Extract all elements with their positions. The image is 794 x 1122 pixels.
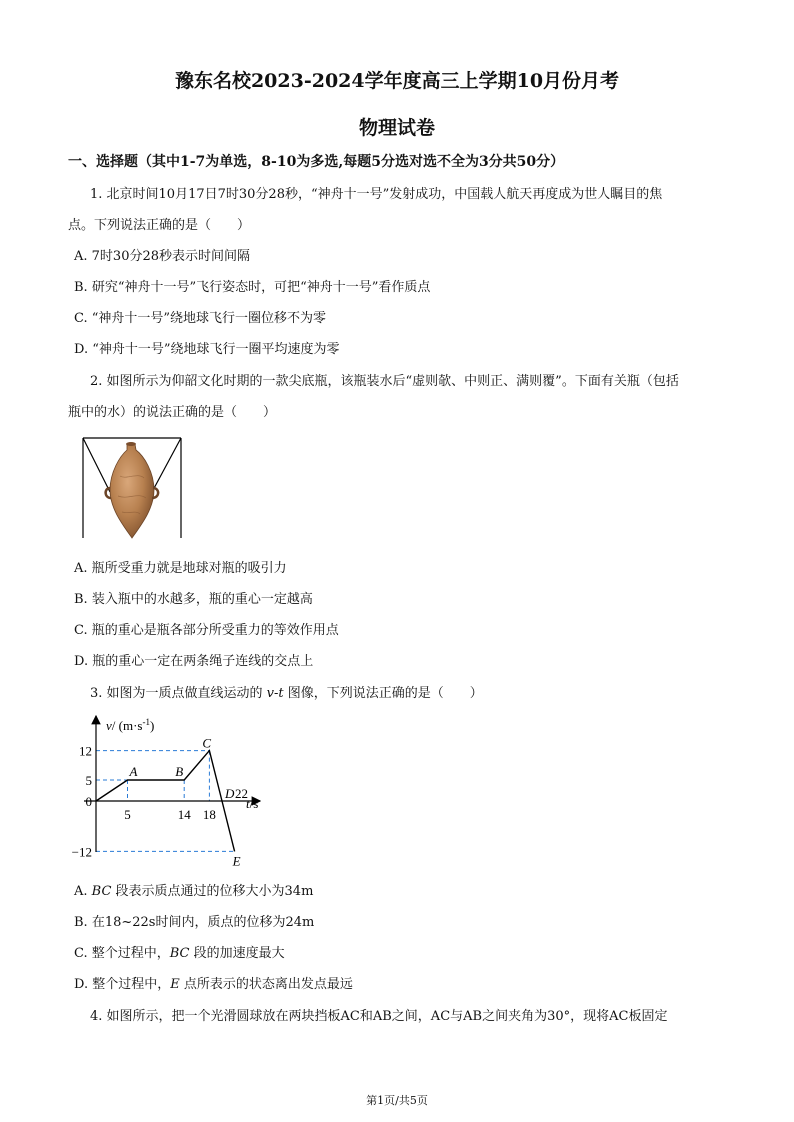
vase-body: [110, 444, 154, 538]
x-tick-label-22: 22: [235, 786, 248, 801]
x-axis-label: t/s: [246, 796, 259, 811]
point-label-a: A: [129, 764, 138, 779]
q2-option-a: A. 瓶所受重力就是地球对瓶的吸引力: [74, 561, 287, 576]
point-label-d: D: [225, 786, 235, 801]
q1-option-c: C. “神舟十一号”绕地球飞行一圈位移不为零: [74, 311, 327, 326]
point-label-c: C: [202, 735, 212, 751]
q4-stem-line1: 4. 如图所示，把一个光滑圆球放在两块挡板AC和AB之间，AC与AB之间夹角为30°，现将AC板固定: [90, 1009, 668, 1024]
q2-option-c: C. 瓶的重心是瓶各部分所受重力的等效作用点: [74, 623, 339, 638]
point-label-b: B: [175, 764, 184, 779]
q3-option-a: A. BC 段表示质点通过的位移大小为34m: [74, 884, 314, 899]
q3-option-b: B. 在18~22s时间内，质点的位移为24m: [74, 915, 315, 930]
y-tick-label: 0: [85, 794, 92, 809]
q3-option-d: D. 整个过程中，E 点所表示的状态离出发点最远: [74, 977, 353, 992]
section-heading: 一、选择题（其中1-7为单选，8-10为多选,每题5分选对选不全为3分共50分）: [68, 154, 565, 170]
y-tick-label: −12: [71, 844, 92, 860]
q2-stem-line1: 2. 如图所示为仰韶文化时期的一款尖底瓶，该瓶装水后“虚则欹、中则正、满则覆”。下面有关瓶（包括: [90, 374, 679, 389]
q3-option-c: C. 整个过程中，BC 段的加速度最大: [74, 946, 285, 961]
q1-option-d: D. “神舟十一号”绕地球飞行一圈平均速度为零: [74, 342, 340, 357]
y-tick-label: 12: [79, 743, 92, 759]
q1-option-a: A. 7时30分28秒表示时间间隔: [74, 249, 251, 264]
page-title: 豫东名校2023-2024学年度高三上学期10月份月考: [174, 70, 620, 92]
q3-stem: 3. 如图为一质点做直线运动的 v-t 图像，下列说法正确的是（ ）: [90, 686, 483, 701]
q2-option-b: B. 装入瓶中的水越多，瓶的重心一定越高: [74, 592, 313, 607]
x-tick-label: 18: [202, 807, 216, 822]
y-axis-label: v/ $(m\cdot s^{-1})$: [106, 717, 155, 733]
rope-right: [152, 438, 181, 492]
q1-option-b: B. 研究“神舟十一号”飞行姿态时，可把“神舟十一号”看作质点: [74, 280, 431, 295]
q1-stem-line1: 1. 北京时间10月17日7时30分28秒，“神舟十一号”发射成功，中国载人航天再度成为世人瞩目的焦: [90, 187, 663, 202]
x-tick-label: 5: [124, 807, 131, 822]
y-tick-label: 5: [85, 773, 92, 788]
bottle-figure: [82, 436, 182, 540]
point-label-e: E: [232, 853, 241, 869]
x-tick-label: 14: [177, 807, 191, 822]
vt-graph: [71, 712, 276, 869]
q2-stem-line2: 瓶中的水）的说法正确的是（ ）: [68, 405, 277, 420]
page-subtitle: 物理试卷: [358, 117, 435, 139]
q2-option-d: D. 瓶的重心一定在两条绳子连线的交点上: [74, 654, 314, 669]
q1-stem-line2: 点。下列说法正确的是（ ）: [68, 218, 251, 233]
page-footer: 第1页/共5页: [366, 1094, 428, 1107]
rope-left: [83, 438, 110, 492]
